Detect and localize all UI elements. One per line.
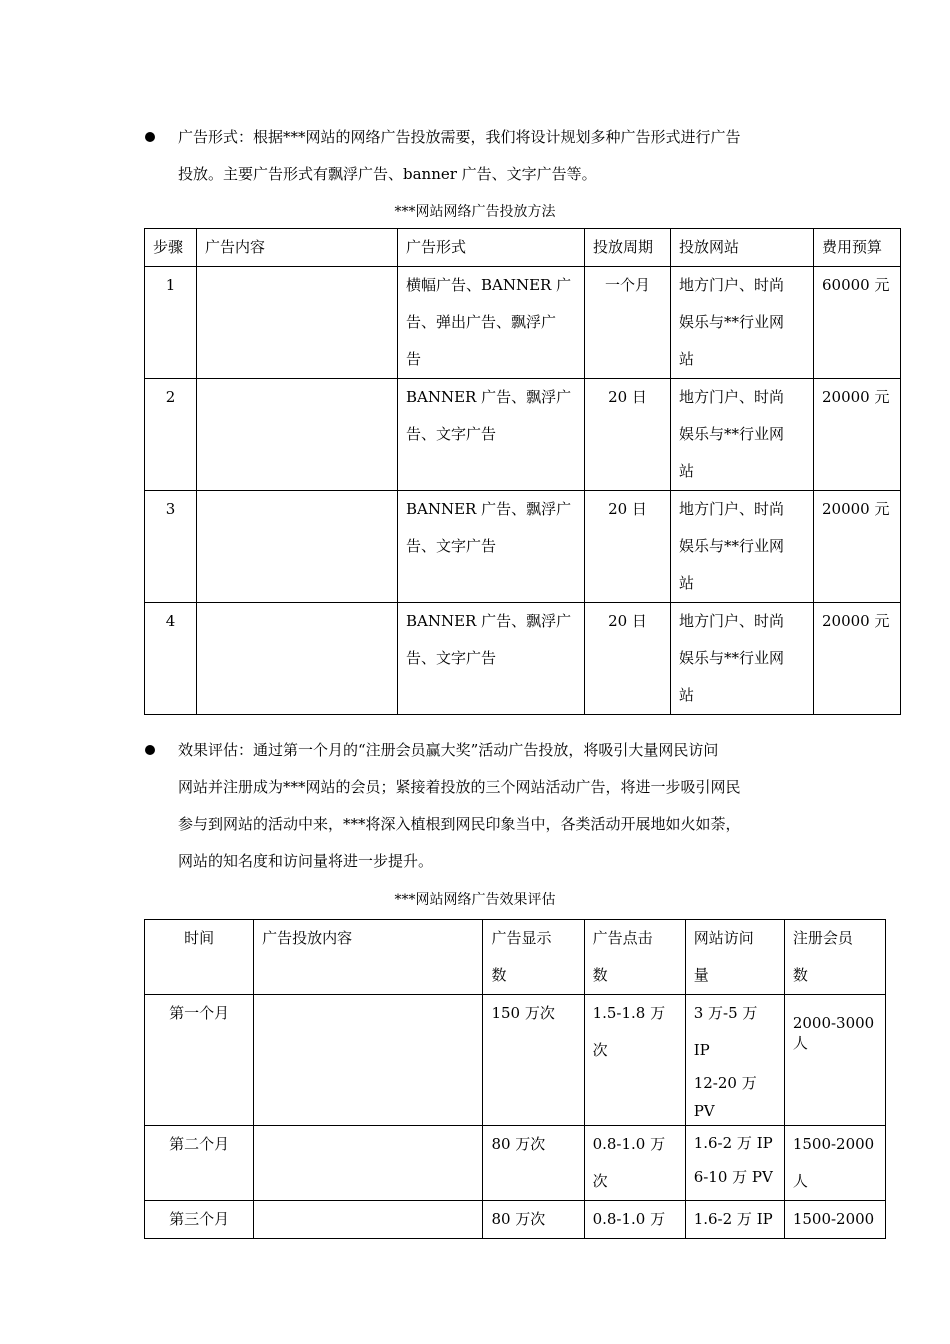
- section1-line1: 广告形式：根据***网站的网络广告投放需要，我们将设计规划多种广告形式进行广告: [178, 128, 741, 146]
- form-line: 告、文字广告: [406, 425, 497, 443]
- header-members-line: 注册会员: [792, 929, 853, 947]
- time-cell: 第三个月: [145, 1201, 254, 1239]
- budget-cell: 20000 元: [814, 379, 901, 491]
- form-line: 告、文字广告: [406, 537, 497, 555]
- content-cell: [197, 379, 398, 491]
- site-cell: [671, 267, 814, 379]
- bullet-1: [145, 132, 155, 142]
- budget-cell: 20000 元: [814, 603, 901, 715]
- section1-paragraph: [178, 119, 818, 193]
- clicks-line: 0.8-1.0 万: [592, 1210, 666, 1228]
- header-clicks: [584, 920, 685, 995]
- header-visits-line: 量: [693, 966, 709, 984]
- section2-line4: 网站的知名度和访问量将进一步提升。: [178, 852, 434, 870]
- clicks-cell: [584, 995, 685, 1126]
- members-cell: [784, 1126, 885, 1201]
- header-display-line: 广告显示: [491, 929, 552, 947]
- budget-cell: 20000 元: [814, 491, 901, 603]
- header-budget: 费用预算: [814, 229, 901, 267]
- section2-line2: 网站并注册成为***网站的会员；紧接着投放的三个网站活动广告，将进一步吸引网民: [178, 778, 741, 796]
- visits-line: IP: [693, 1041, 710, 1059]
- header-time: 时间: [145, 920, 254, 995]
- content-cell: [197, 603, 398, 715]
- site-line: 娱乐与**行业网: [679, 313, 785, 331]
- site-cell: [671, 379, 814, 491]
- header-display: [483, 920, 584, 995]
- members-line: 1500-2000: [792, 1135, 875, 1153]
- header-display-line: 数: [491, 966, 507, 984]
- period-cell: 20 日: [585, 491, 671, 603]
- clicks-cell: [584, 1126, 685, 1201]
- visits-line: 1.6-2 万 IP: [693, 1210, 773, 1228]
- header-clicks-line: 广告点击: [592, 929, 653, 947]
- site-line: 站: [679, 462, 695, 480]
- clicks-line: 1.5-1.8 万: [592, 1004, 666, 1022]
- site-line: 地方门户、时尚: [679, 388, 785, 406]
- step-cell: 3: [145, 491, 197, 603]
- table-row: [145, 995, 886, 1126]
- clicks-cell: [584, 1201, 685, 1239]
- table-header-row: [145, 229, 901, 267]
- table-row: [145, 1126, 886, 1201]
- budget-cell: 60000 元: [814, 267, 901, 379]
- site-cell: [671, 603, 814, 715]
- table-row: [145, 603, 901, 715]
- header-content: 广告投放内容: [254, 920, 483, 995]
- members-cell: [784, 1201, 885, 1239]
- time-cell: 第二个月: [145, 1126, 254, 1201]
- visits-cell: [685, 1126, 784, 1201]
- form-line: 告、文字广告: [406, 649, 497, 667]
- step-cell: 4: [145, 603, 197, 715]
- form-line: 横幅广告、BANNER 广: [406, 276, 572, 294]
- visits-cell: [685, 995, 784, 1126]
- members-line: 人: [792, 1172, 808, 1190]
- visits-line: 6-10 万 PV: [693, 1168, 773, 1186]
- form-line: 告: [406, 350, 422, 368]
- visits-cell: [685, 1201, 784, 1239]
- members-cell: [784, 995, 885, 1126]
- content-cell: [254, 1201, 483, 1239]
- site-line: 地方门户、时尚: [679, 500, 785, 518]
- form-cell: [398, 491, 585, 603]
- section2-line3: 参与到网站的活动中来，***将深入植根到网民印象当中，各类活动开展地如火如荼，: [178, 815, 741, 833]
- period-cell: 20 日: [585, 603, 671, 715]
- time-cell: 第一个月: [145, 995, 254, 1126]
- display-cell: 80 万次: [483, 1126, 584, 1201]
- bullet-2: [145, 745, 155, 755]
- content-cell: [254, 995, 483, 1126]
- section2-line1: 效果评估：通过第一个月的“注册会员赢大奖”活动广告投放，将吸引大量网民访问: [178, 741, 719, 759]
- table-row: [145, 1201, 886, 1239]
- visits-line: 12-20 万 PV: [693, 1074, 757, 1120]
- visits-line: 3 万-5 万: [693, 1004, 758, 1022]
- table-row: [145, 379, 901, 491]
- members-line: 1500-2000: [792, 1210, 875, 1228]
- header-visits-line: 网站访问: [693, 929, 754, 947]
- form-cell: [398, 603, 585, 715]
- ad-plan-table: [144, 228, 901, 715]
- display-cell: 80 万次: [483, 1201, 584, 1239]
- site-line: 站: [679, 686, 695, 704]
- display-cell: 150 万次: [483, 995, 584, 1126]
- form-line: 告、弹出广告、飘浮广: [406, 313, 557, 331]
- clicks-line: 次: [592, 1172, 608, 1190]
- content-cell: [197, 491, 398, 603]
- ad-evaluation-table: [144, 919, 886, 1239]
- header-visits: [685, 920, 784, 995]
- table2-title: ***网站网络广告效果评估: [394, 892, 556, 908]
- site-line: 娱乐与**行业网: [679, 537, 785, 555]
- site-cell: [671, 491, 814, 603]
- members-line: 2000-3000: [792, 1014, 875, 1032]
- table1-title: ***网站网络广告投放方法: [394, 204, 556, 220]
- form-cell: [398, 267, 585, 379]
- clicks-line: 0.8-1.0 万: [592, 1135, 666, 1153]
- site-line: 娱乐与**行业网: [679, 425, 785, 443]
- form-line: BANNER 广告、飘浮广: [406, 500, 572, 518]
- header-content: 广告内容: [197, 229, 398, 267]
- content-cell: [197, 267, 398, 379]
- header-clicks-line: 数: [592, 966, 608, 984]
- header-step: 步骤: [145, 229, 197, 267]
- period-cell: 20 日: [585, 379, 671, 491]
- header-members: [784, 920, 885, 995]
- header-form: 广告形式: [398, 229, 585, 267]
- form-line: BANNER 广告、飘浮广: [406, 388, 572, 406]
- visits-line: 1.6-2 万 IP: [693, 1134, 773, 1152]
- site-line: 站: [679, 574, 695, 592]
- content-cell: [254, 1126, 483, 1201]
- step-cell: 1: [145, 267, 197, 379]
- members-line: 人: [792, 1034, 808, 1052]
- header-members-line: 数: [792, 966, 808, 984]
- clicks-line: 次: [592, 1041, 608, 1059]
- table-row: [145, 491, 901, 603]
- section1-line2: 投放。主要广告形式有飘浮广告、banner 广告、文字广告等。: [178, 165, 597, 183]
- header-site: 投放网站: [671, 229, 814, 267]
- step-cell: 2: [145, 379, 197, 491]
- site-line: 站: [679, 350, 695, 368]
- section2-paragraph: [178, 732, 818, 880]
- form-line: BANNER 广告、飘浮广: [406, 612, 572, 630]
- site-line: 娱乐与**行业网: [679, 649, 785, 667]
- header-period: 投放周期: [585, 229, 671, 267]
- site-line: 地方门户、时尚: [679, 276, 785, 294]
- form-cell: [398, 379, 585, 491]
- site-line: 地方门户、时尚: [679, 612, 785, 630]
- period-cell: 一个月: [585, 267, 671, 379]
- table-header-row: [145, 920, 886, 995]
- table-row: [145, 267, 901, 379]
